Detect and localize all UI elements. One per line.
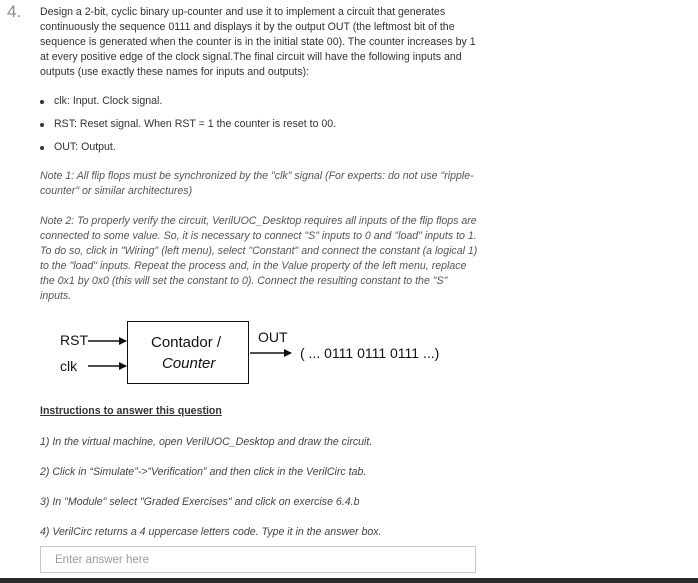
io-item-rst: RST: Reset signal. When RST = 1 the counter is reset to 00. — [40, 117, 480, 132]
io-item-clk: clk: Input. Clock signal. — [40, 94, 480, 109]
instruction-step-3: 3) In "Module" select "Graded Exercises" and click on exercise 6.4.b — [40, 496, 360, 508]
counter-box — [127, 321, 249, 384]
instructions-title: Instructions to answer this question — [40, 405, 222, 417]
rst-label: RST — [60, 332, 88, 348]
output-sequence: ( ... 0111 0111 0111 ...) — [300, 345, 440, 361]
answer-input[interactable] — [40, 546, 476, 573]
io-item-out: OUT: Output. — [40, 140, 480, 155]
counter-box-subtitle: Counter — [162, 355, 216, 372]
instruction-step-4: 4) VerilCirc returns a 4 uppercase letters code. Type it in the answer box. — [40, 526, 382, 538]
counter-box-title: Contador / — [151, 334, 222, 351]
question-intro: Design a 2-bit, cyclic binary up-counter and use it to implement a circuit that generates continuously the sequence 0111 and displays it by the output OUT (the leftmost bit of the sequence is generated when the counter is in the initial state 00). The counter increases by 1 at every positive edge of the clock signal.The final circuit will have the following inputs and outputs (use exactly these names for inputs and outputs): — [40, 6, 476, 78]
instruction-step-2: 2) Click in “Simulate”->”Verification” and then click in the VerilCirc tab. — [40, 466, 367, 478]
note-1: Note 1: All flip flops must be synchronized by the "clk" signal (For experts: do not use "ripple-counter" or similar architectures) — [40, 170, 474, 197]
question-body — [40, 5, 480, 304]
clk-label: clk — [60, 358, 78, 374]
counter-diagram — [55, 317, 475, 393]
out-label: OUT — [258, 329, 288, 345]
question-number: 4. — [7, 2, 22, 21]
instructions — [40, 405, 500, 538]
bottom-bar — [0, 578, 698, 583]
instruction-step-1: 1) In the virtual machine, open VerilUOC_Desktop and draw the circuit. — [40, 436, 373, 448]
note-2: Note 2: To properly verify the circuit, VerilUOC_Desktop requires all inputs of the flip flops are connected to some value. So, it is necessary to connect "S" inputs to 0 and "load" inputs to 1. To do so, click in "Wiring" (left menu), select "Constant" and connect the constant (a logical 1) to the "load" inputs. Repeat the process and, in the Value property of the left menu, replace the 0x1 by 0x0 (this will set the constant to 0). Connect the resulting constant to the "S" inputs. — [40, 215, 478, 302]
io-list — [40, 94, 480, 155]
